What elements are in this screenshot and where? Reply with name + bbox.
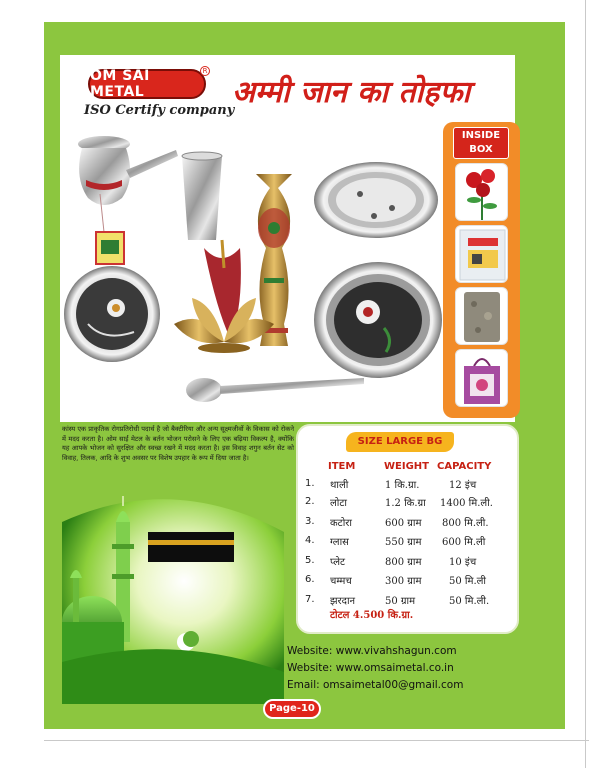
row-weight: 300 ग्राम (385, 576, 422, 587)
row-number: 4. (305, 535, 315, 546)
page-edge-bottom (44, 740, 589, 741)
row-capacity: 50 मि.ली (449, 576, 487, 587)
page-number-badge: Page-10 (263, 699, 321, 719)
mosque-illustration (62, 482, 284, 704)
row-weight: 1 कि.ग्रा. (385, 480, 420, 491)
stone-piece-icon (455, 287, 508, 345)
row-capacity: 10 इंच (449, 557, 477, 568)
rose-flowers-icon (455, 163, 508, 221)
row-item: कटोरा (330, 518, 352, 529)
description-paragraph: कांस्य एक प्राकृतिक रोगप्रतिरोधी पदार्थ है जो बैक्टीरिया और अन्य सूक्ष्मजीवों के विकास को रोकने में मदद करता है। ओम साईं मेटल के बर्तन भोजन परोसने के लिए एक बढ़िया विकल्प है, क्योंकि यह आपके भोजन को सुरक्षित और स्वच्छ रखने में मदद करता है। इस विवाह शगुन बर्तन सेट को विवाह, तिलक, आदि के शुभ अवसर पर विशेष उपहार के रूप में दिया जाता है। (62, 425, 294, 462)
small-plate-icon (64, 266, 160, 362)
large-plate-icon (314, 162, 438, 238)
row-item: ग्लास (330, 537, 349, 548)
row-number: 3. (305, 516, 315, 527)
row-capacity: 800 मि.ली. (442, 518, 489, 529)
bowl-icon (314, 262, 442, 378)
registered-mark: R (200, 66, 210, 76)
product-photos (64, 128, 442, 420)
website-vivahshagun: Website: www.vivahshagun.com (287, 645, 457, 657)
row-item: झरदान (330, 596, 356, 607)
brand-logo (88, 69, 206, 99)
website-omsaimetal: Website: www.omsaimetal.co.in (287, 662, 454, 674)
email-address: Email: omsaimetal00@gmail.com (287, 679, 464, 691)
row-number: 2. (305, 496, 315, 507)
row-weight: 1.2 कि.ग्रा (385, 498, 426, 509)
row-weight: 50 ग्राम (385, 596, 416, 607)
header-item: ITEM (328, 461, 356, 472)
row-weight: 550 ग्राम (385, 537, 422, 548)
row-item: लोटा (330, 498, 347, 509)
row-item: प्लेट (330, 557, 346, 568)
row-item: चम्मच (330, 576, 352, 587)
row-capacity: 12 इंच (449, 480, 477, 491)
spoon-icon (186, 378, 364, 402)
kalash-pot-icon (78, 136, 178, 264)
row-capacity: 1400 मि.ली. (440, 498, 493, 509)
iso-tagline: ISO Certify company (84, 103, 235, 118)
logo-text: OM SAI METAL (90, 68, 150, 100)
inside-label-line2: BOX (469, 144, 493, 155)
row-number: 1. (305, 478, 315, 489)
inside-box-label (453, 127, 509, 159)
header-capacity: CAPACITY (437, 461, 492, 472)
row-weight: 600 ग्राम (385, 518, 422, 529)
size-table-title: SIZE LARGE BG (346, 432, 454, 452)
header-weight: WEIGHT (384, 461, 429, 472)
row-weight: 800 ग्राम (385, 557, 422, 568)
gift-bag-icon (455, 349, 508, 407)
page-edge-right (585, 0, 586, 768)
gift-card-pack-icon (455, 225, 508, 283)
row-number: 6. (305, 574, 315, 585)
kamal-diya-icon (174, 240, 274, 353)
row-item: थाली (330, 480, 349, 491)
row-capacity: 50 मि.ली. (449, 596, 490, 607)
row-number: 7. (305, 594, 315, 605)
total-weight: टोटल 4.500 कि.ग्रा. (330, 610, 414, 621)
row-number: 5. (305, 555, 315, 566)
page-headline: अम्मी जान का तोहफा (232, 75, 471, 110)
row-capacity: 600 मि.ली (442, 537, 486, 548)
inside-label-line1: INSIDE (461, 130, 501, 141)
glass-icon (182, 152, 222, 240)
